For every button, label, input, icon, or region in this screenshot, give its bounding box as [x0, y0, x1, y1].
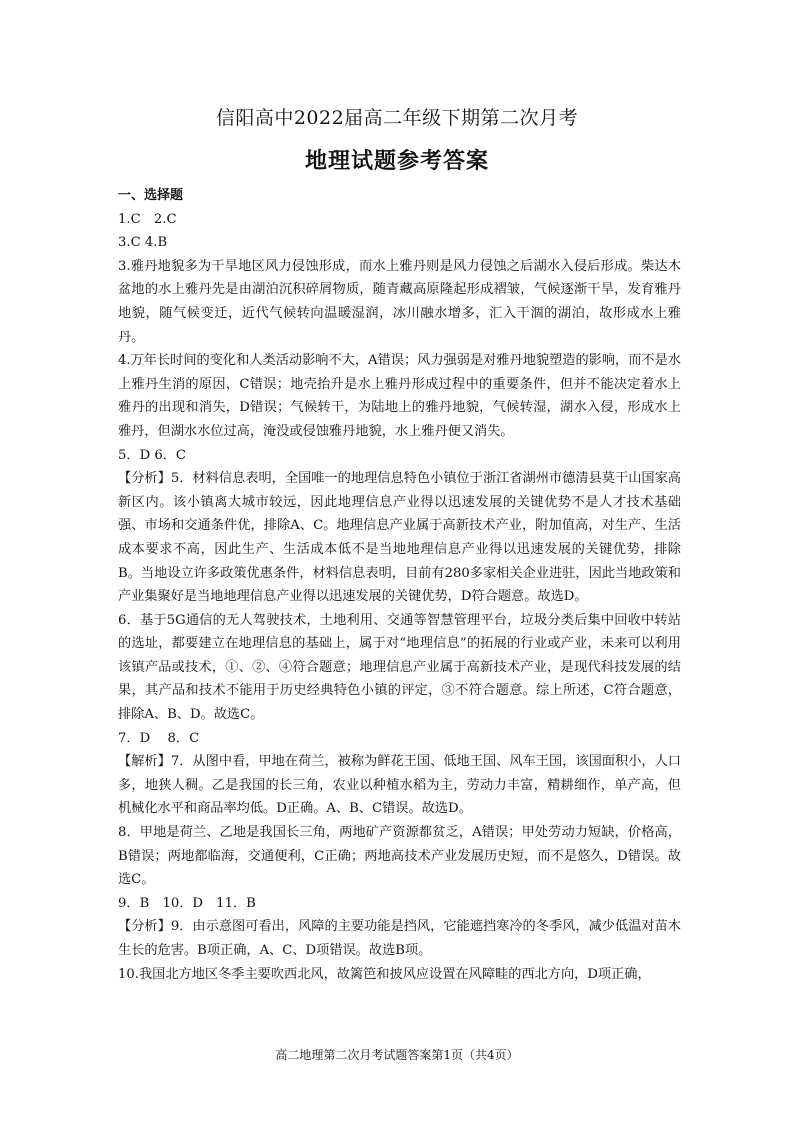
answer-line: 5．D 6．C — [118, 447, 187, 463]
section-heading: 一、选择题 — [118, 188, 184, 203]
explanation-paragraph: 4.万年长时间的变化和人类活动影响不大，A错误；风力强弱是对雅丹地貌塑造的影响，而不是水上雅丹生消的原因，C错误；地壳抬升是水上雅丹形成过程中的重要条件，但并不能决定着水上雅丹的出现和消失，D错误；气候转干，为陆地上的雅丹地貌，气候转湿，湖水入侵，形成水上雅丹，但湖水水位过高，淹没或侵蚀雅丹地貌，水上雅丹便又消失。 — [118, 353, 681, 439]
answer-line: 3.C 4.B — [118, 235, 168, 251]
answer-content — [118, 184, 681, 986]
explanation-paragraph: 8．甲地是荷兰、乙地是我国长三角，两地矿产资源都贫乏，A错误；甲处劳动力短缺，价格高， B错误；两地都临海，交通便利，C正确；两地高技术产业发展历史短，而不是悠久，D错误。故选C。 — [118, 825, 681, 888]
explanation-paragraph: 6．基于5G通信的无人驾驶技术，土地利用、交通等智慧管理平台，垃圾分类后集中回收中转站的选址，都要建立在地理信息的基础上，属于对“地理信息”的拓展的行业或产业，未来可以利用该镇产品或技术，①、②、④符合题意；地理信息产业属于高新技术产业，是现代科技发展的结果，其产品和技术不能用于历史经典特色小镇的评定，③不符合题意。综上所述，C符合题意，排除A、B、D。故选C。 — [118, 612, 681, 723]
explanation-paragraph: 10.我国北方地区冬季主要吹西北风，故篱笆和披风应设置在风障畦的西北方向，D项正确， — [118, 966, 651, 982]
answer-key-title: 地理试题参考答案 — [304, 149, 489, 174]
answer-line: 9．B 10．D 11．B — [118, 895, 256, 911]
explanation-paragraph: 【解析】7．从图中看，甲地在荷兰，被称为鲜花王国、低地王国、风车王国，该国面积小，人口多，地狭人稠。乙是我国的长三角，农业以种植水稻为主，劳动力丰富，精耕细作，单产高，但机械化水平和商品率均低。D正确。A、B、C错误。故选D。 — [118, 754, 681, 817]
page-footer: 高二地理第二次月考试题答案第1页（共4页） — [275, 1048, 519, 1062]
explanation-paragraph: 【分析】9．由示意图可看出，风障的主要功能是挡风，它能遮挡寒冷的冬季风，减少低温对苗木生长的危害。B项正确，A、C、D项错误。故选B项。 — [118, 919, 681, 958]
answer-line: 1.C 2.C — [118, 211, 177, 227]
explanation-paragraph: 【分析】5．材料信息表明，全国唯一的地理信息特色小镇位于浙江省湖州市德清县莫干山国家高新区内。该小镇离大城市较远，因此地理信息产业得以迅速发展的关键优势不是人才技术基础强、市场和交通条件优，排除A、C。地理信息产业属于高新技术产业，附加值高，对生产、生活成本要求不高，因此生产、生活成本低不是当地地理信息产业得以迅速发展的关键优势，排除B。当地设立许多政策优惠条件，材料信息表明，目前有280多家相关企业进驻，因此当地政策和产业集聚好是当地地理信息产业得以迅速发展的关键优势，D符合题意。故选D。 — [118, 471, 681, 605]
explanation-paragraph: 3.雅丹地貌多为干旱地区风力侵蚀形成，而水上雅丹则是风力侵蚀之后湖水入侵后形成。柴达木盆地的水上雅丹先是由湖泊沉积碎屑物质，随青藏高原隆起形成褶皱，气候逐渐干旱，发育雅丹地貌，随气候变迁，近代气候转向温暖湿润，冰川融水增多，汇入干涸的湖泊，故形成水上雅丹。 — [118, 258, 681, 345]
answer-line: 7．D 8．C — [118, 730, 200, 746]
exam-title: 信阳高中2022届高二年级下期第二次月考 — [215, 107, 579, 129]
